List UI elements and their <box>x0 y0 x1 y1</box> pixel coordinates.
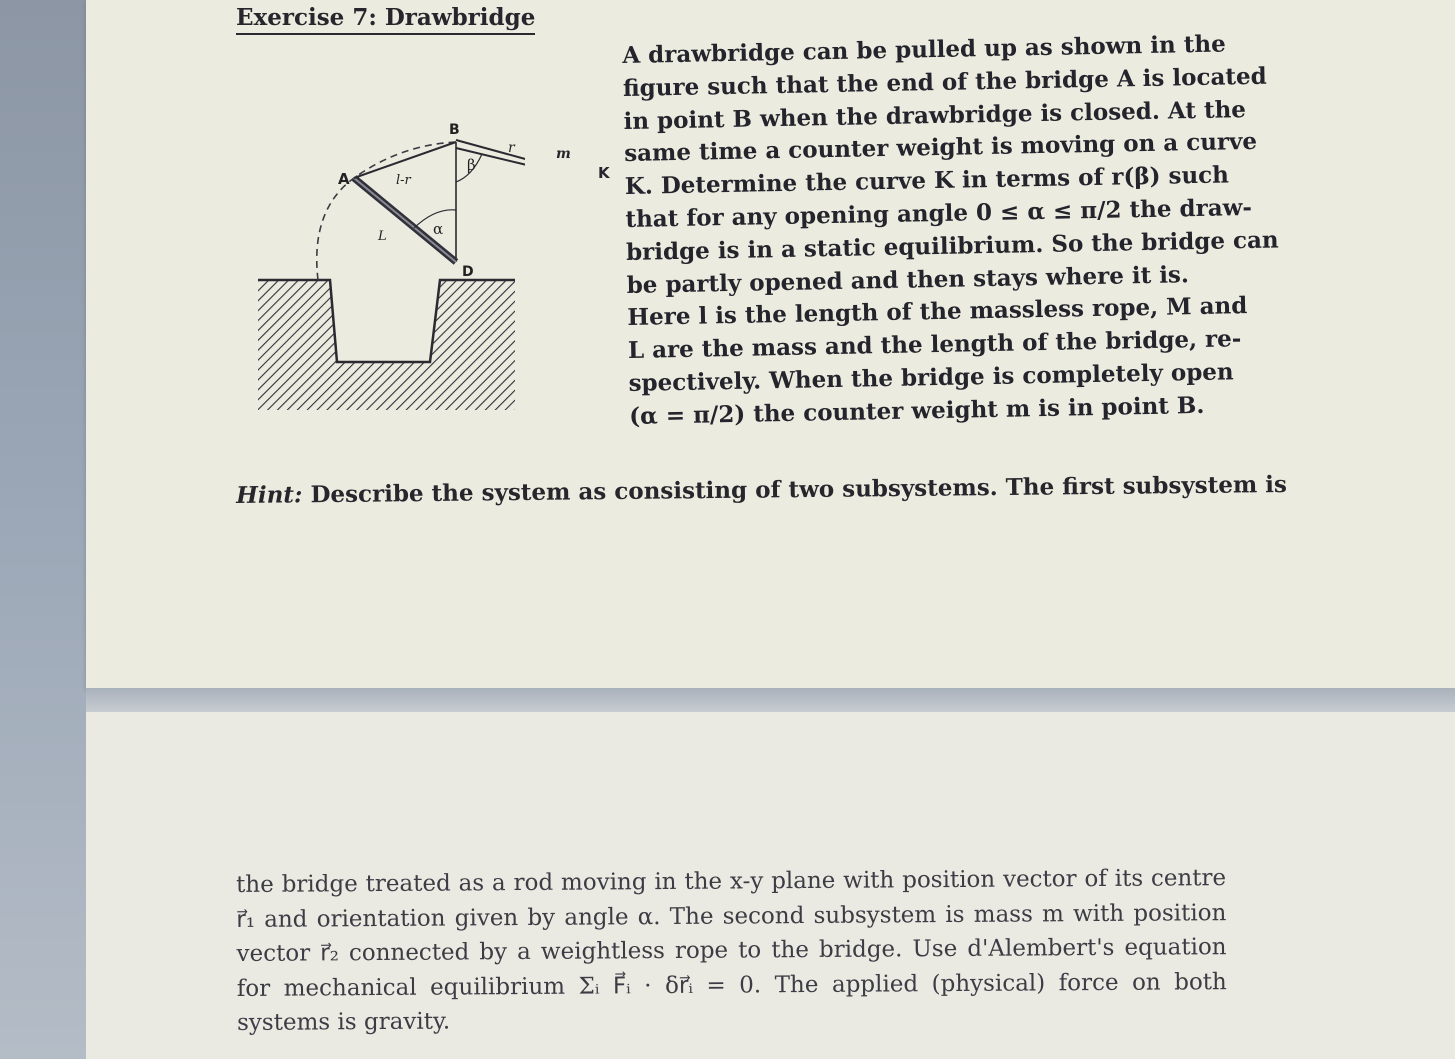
arc-path <box>317 142 456 280</box>
label-beta: β <box>467 156 476 174</box>
continuation-line: r⃗₁ and orientation given by angle α. The second subsystem is mass m with position <box>236 899 1227 933</box>
exercise-title: Exercise 7: Drawbridge <box>236 4 535 35</box>
label-alpha: α <box>433 220 444 238</box>
label-a: A <box>338 170 350 188</box>
continuation-paragraph <box>236 861 1227 1040</box>
problem-line: (α = π/2) the counter weight m is in point B. <box>628 391 1205 430</box>
continuation-line: systems is gravity. <box>236 1008 451 1036</box>
label-r: r <box>508 140 515 156</box>
problem-line: figure such that the end of the bridge A is located <box>622 62 1267 102</box>
continuation-line: for mechanical equilibrium Σᵢ F⃗ᵢ · δr⃗ᵢ = 0. The applied (physical) force on both <box>236 968 1227 1002</box>
ground-hatching <box>258 280 515 410</box>
problem-line: be partly opened and then stays where it is. <box>626 260 1190 299</box>
problem-line: same time a counter weight is moving on a curve <box>623 128 1258 168</box>
label-d: D <box>462 264 474 280</box>
problem-line: A drawbridge can be pulled up as shown in the <box>622 30 1226 69</box>
drawbridge-figure <box>250 110 525 410</box>
label-l: L <box>378 229 387 244</box>
problem-line: L are the mass and the length of the bridge, re- <box>627 325 1242 365</box>
continuation-line: the bridge treated as a rod moving in the x-y plane with position vector of its centre <box>236 865 1227 898</box>
page-separator <box>86 688 1455 712</box>
problem-line: K. Determine the curve K in terms of r(β) such <box>624 161 1230 201</box>
problem-line: bridge is in a static equilibrium. So the bridge can <box>625 226 1279 266</box>
problem-line: that for any opening angle 0 ≤ α ≤ π/2 the draw- <box>625 193 1253 233</box>
problem-statement <box>622 29 1279 434</box>
problem-line: spectively. When the bridge is completely open <box>628 358 1234 397</box>
hint-label: Hint: <box>236 481 303 509</box>
label-l-minus-r: l-r <box>396 173 411 188</box>
continuation-line: vector r⃗₂ connected by a weightless rope to the bridge. Use d'Alembert's equation <box>236 934 1227 967</box>
monitor-bezel <box>0 0 86 1059</box>
problem-line: in point B when the drawbridge is closed. At the <box>623 95 1247 135</box>
hint-text: Describe the system as consisting of two subsystems. The first subsystem is <box>310 470 1288 509</box>
label-k: K <box>598 164 610 182</box>
problem-line: Here l is the length of the massless rope, M and <box>627 292 1248 332</box>
label-b: B <box>449 122 460 138</box>
label-m: m <box>556 146 571 162</box>
